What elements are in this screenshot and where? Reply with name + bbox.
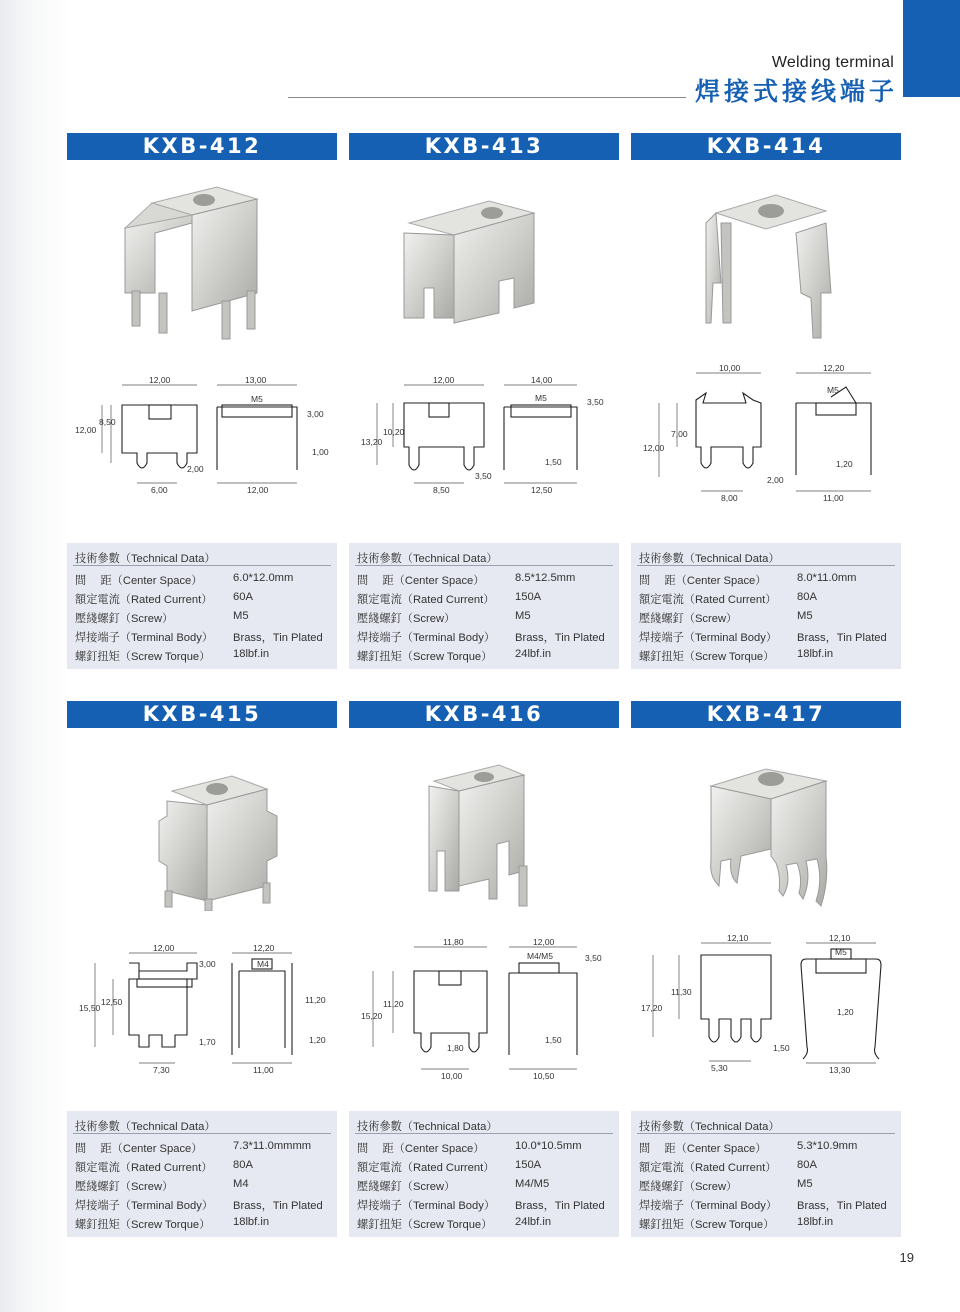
dimension-label: 15,50 — [79, 1003, 101, 1013]
spec-row-screw: 壓綫螺釘（Screw） M5 — [639, 610, 813, 625]
header-rule — [288, 97, 686, 98]
dimension-label: 11,00 — [823, 493, 844, 503]
spec-row-screw: 壓綫螺釘（Screw） M4 — [75, 1178, 249, 1193]
dimension-label: 12,50 — [101, 997, 123, 1007]
dimension-label: 1,80 — [447, 1043, 464, 1053]
dimension-label: 1,20 — [837, 1007, 854, 1017]
dimension-label: 11,20 — [383, 999, 404, 1009]
spec-row-rated-current: 額定電流（Rated Current） 80A — [639, 1159, 817, 1174]
dimension-label: M4/M5 — [527, 951, 553, 961]
technical-data-panel — [67, 1111, 337, 1237]
dimension-label: 10,00 — [719, 363, 741, 373]
dimension-label: 14,00 — [531, 375, 553, 385]
dimension-label: 12,50 — [531, 485, 553, 495]
dimension-label: 10,50 — [533, 1071, 555, 1081]
dimension-label: 8,50 — [99, 417, 116, 427]
dimension-label: 1,20 — [836, 459, 853, 469]
spec-row-screw-torque: 螺釘扭矩（Screw Torque） 24lbf.in — [357, 648, 552, 663]
dimension-label: 17,20 — [641, 1003, 663, 1013]
spec-row-rated-current: 額定電流（Rated Current） 80A — [639, 591, 817, 606]
spec-heading: 技術參數（Technical Data） — [357, 1121, 498, 1133]
spec-divider — [355, 565, 613, 566]
dimension-label: 3,00 — [199, 959, 216, 969]
spec-row-terminal-body: 焊接端子（Terminal Body） Brass，Tin Plated — [357, 1200, 605, 1212]
product-title: KXB-412 — [67, 133, 337, 160]
spec-heading: 技術參數（Technical Data） — [357, 553, 498, 565]
spec-divider — [73, 565, 331, 566]
spec-row-center-space: 間 距（Center Space） 7.3*11.0mmmm — [75, 1140, 312, 1155]
dimension-label: 12,00 — [643, 443, 665, 453]
dimension-label: 10,00 — [441, 1071, 463, 1081]
spec-row-terminal-body: 焊接端子（Terminal Body） Brass，Tin Plated — [639, 1200, 887, 1212]
technical-data-panel — [349, 1111, 619, 1237]
dimension-label: 3,50 — [475, 471, 492, 481]
terminal-photo — [67, 173, 337, 343]
dimension-label: M5 — [535, 393, 547, 403]
dimension-drawing — [349, 355, 619, 523]
dimension-drawing — [631, 355, 901, 523]
dimension-label: 1,20 — [309, 1035, 326, 1045]
terminal-photo — [349, 741, 619, 911]
spec-row-screw-torque: 螺釘扭矩（Screw Torque） 18lbf.in — [75, 648, 270, 663]
terminal-photo — [67, 741, 337, 911]
dimension-label: 11,00 — [253, 1065, 274, 1075]
dimension-label: 1,50 — [545, 457, 562, 467]
spec-row-center-space: 間 距（Center Space） 6.0*12.0mm — [75, 572, 294, 587]
dimension-label: 13,20 — [361, 437, 383, 447]
product-title: KXB-417 — [631, 701, 901, 728]
spec-row-screw: 壓綫螺釘（Screw） M5 — [639, 1178, 813, 1193]
dimension-label: 12,00 — [75, 425, 97, 435]
dimension-label: 3,50 — [587, 397, 604, 407]
spec-row-terminal-body: 焊接端子（Terminal Body） Brass，Tin Plated — [639, 632, 887, 644]
dimension-label: 8,00 — [721, 493, 738, 503]
spec-heading: 技術參數（Technical Data） — [639, 1121, 780, 1133]
dimension-drawing — [631, 923, 901, 1091]
spec-row-terminal-body: 焊接端子（Terminal Body） Brass，Tin Plated — [75, 632, 323, 644]
product-title: KXB-415 — [67, 701, 337, 728]
header-title-cn: 焊接式接线端子 — [694, 77, 898, 106]
spec-row-center-space: 間 距（Center Space） 8.5*12.5mm — [357, 572, 576, 587]
spec-row-screw: 壓綫螺釘（Screw） M5 — [357, 610, 531, 625]
spec-divider — [355, 1133, 613, 1134]
spec-row-center-space: 間 距（Center Space） 5.3*10.9mm — [639, 1140, 858, 1155]
spec-heading: 技術參數（Technical Data） — [75, 1121, 216, 1133]
dimension-label: M5 — [835, 947, 847, 957]
terminal-photo — [631, 741, 901, 911]
spec-divider — [637, 1133, 895, 1134]
dimension-label: 8,50 — [433, 485, 450, 495]
product-card-kxb-415 — [67, 701, 337, 1239]
dimension-label: 1,50 — [773, 1043, 790, 1053]
product-card-kxb-417 — [631, 701, 901, 1239]
dimension-label: 5,30 — [711, 1063, 728, 1073]
product-title: KXB-416 — [349, 701, 619, 728]
spec-row-center-space: 間 距（Center Space） 10.0*10.5mm — [357, 1140, 582, 1155]
spec-row-terminal-body: 焊接端子（Terminal Body） Brass，Tin Plated — [75, 1200, 323, 1212]
dimension-label: 2,00 — [187, 464, 204, 474]
dimension-label: 11,80 — [443, 937, 464, 947]
product-title: KXB-413 — [349, 133, 619, 160]
product-title: KXB-414 — [631, 133, 901, 160]
spec-row-rated-current: 額定電流（Rated Current） 60A — [75, 591, 253, 606]
spec-row-center-space: 間 距（Center Space） 8.0*11.0mm — [639, 572, 857, 587]
product-card-kxb-412 — [67, 133, 337, 671]
technical-data-panel — [349, 543, 619, 669]
technical-data-panel — [631, 543, 901, 669]
dimension-label: 15,20 — [361, 1011, 383, 1021]
dimension-label: 12,00 — [153, 943, 175, 953]
dimension-drawing — [67, 923, 337, 1091]
dimension-label: 3,00 — [307, 409, 324, 419]
spec-divider — [73, 1133, 331, 1134]
spec-row-screw-torque: 螺釘扭矩（Screw Torque） 24lbf.in — [357, 1216, 552, 1231]
spec-row-screw-torque: 螺釘扭矩（Screw Torque） 18lbf.in — [639, 1216, 834, 1231]
spec-row-screw: 壓綫螺釘（Screw） M4/M5 — [357, 1178, 550, 1193]
dimension-label: 7,30 — [153, 1065, 170, 1075]
dimension-label: M4 — [257, 959, 269, 969]
dimension-label: 11,20 — [305, 995, 326, 1005]
header-title-en: Welding terminal — [771, 54, 894, 71]
dimension-label: 6,00 — [151, 485, 168, 495]
dimension-label: 1,70 — [199, 1037, 216, 1047]
dimension-label: 12,10 — [829, 933, 851, 943]
dimension-label: 12,00 — [433, 375, 455, 385]
dimension-label: 12,00 — [533, 937, 555, 947]
spec-heading: 技術參數（Technical Data） — [639, 553, 780, 565]
product-card-kxb-416 — [349, 701, 619, 1239]
dimension-label: 3,50 — [585, 953, 602, 963]
spec-row-screw-torque: 螺釘扭矩（Screw Torque） 18lbf.in — [639, 648, 834, 663]
spec-divider — [637, 565, 895, 566]
dimension-label: 12,00 — [149, 375, 171, 385]
dimension-label: 1,50 — [545, 1035, 562, 1045]
spec-row-screw: 壓綫螺釘（Screw） M5 — [75, 610, 249, 625]
dimension-label: 11,30 — [671, 987, 692, 997]
technical-data-panel — [67, 543, 337, 669]
dimension-label: 12,20 — [253, 943, 275, 953]
dimension-label: 7,00 — [671, 429, 688, 439]
spec-row-screw-torque: 螺釘扭矩（Screw Torque） 18lbf.in — [75, 1216, 270, 1231]
dimension-label: 13,30 — [829, 1065, 851, 1075]
spec-row-rated-current: 額定電流（Rated Current） 80A — [75, 1159, 253, 1174]
spec-heading: 技術參數（Technical Data） — [75, 553, 216, 565]
spec-row-rated-current: 額定電流（Rated Current） 150A — [357, 1159, 542, 1174]
terminal-photo — [349, 173, 619, 343]
dimension-label: 12,00 — [247, 485, 269, 495]
dimension-label: 13,00 — [245, 375, 267, 385]
dimension-label: M5 — [827, 385, 839, 395]
dimension-label: 12,10 — [727, 933, 749, 943]
dimension-label: M5 — [251, 394, 263, 404]
dimension-label: 2,00 — [767, 475, 784, 485]
spec-row-rated-current: 額定電流（Rated Current） 150A — [357, 591, 542, 606]
product-card-kxb-413 — [349, 133, 619, 671]
dimension-label: 1,00 — [312, 447, 329, 457]
product-card-kxb-414 — [631, 133, 901, 671]
dimension-drawing — [67, 355, 337, 523]
dimension-label: 12,20 — [823, 363, 845, 373]
corner-accent-block — [903, 0, 960, 97]
technical-data-panel — [631, 1111, 901, 1237]
page-number: 19 — [899, 1250, 914, 1265]
spec-row-terminal-body: 焊接端子（Terminal Body） Brass，Tin Plated — [357, 632, 605, 644]
dimension-label: 10,20 — [383, 427, 405, 437]
dimension-drawing — [349, 923, 619, 1091]
terminal-photo — [631, 173, 901, 343]
